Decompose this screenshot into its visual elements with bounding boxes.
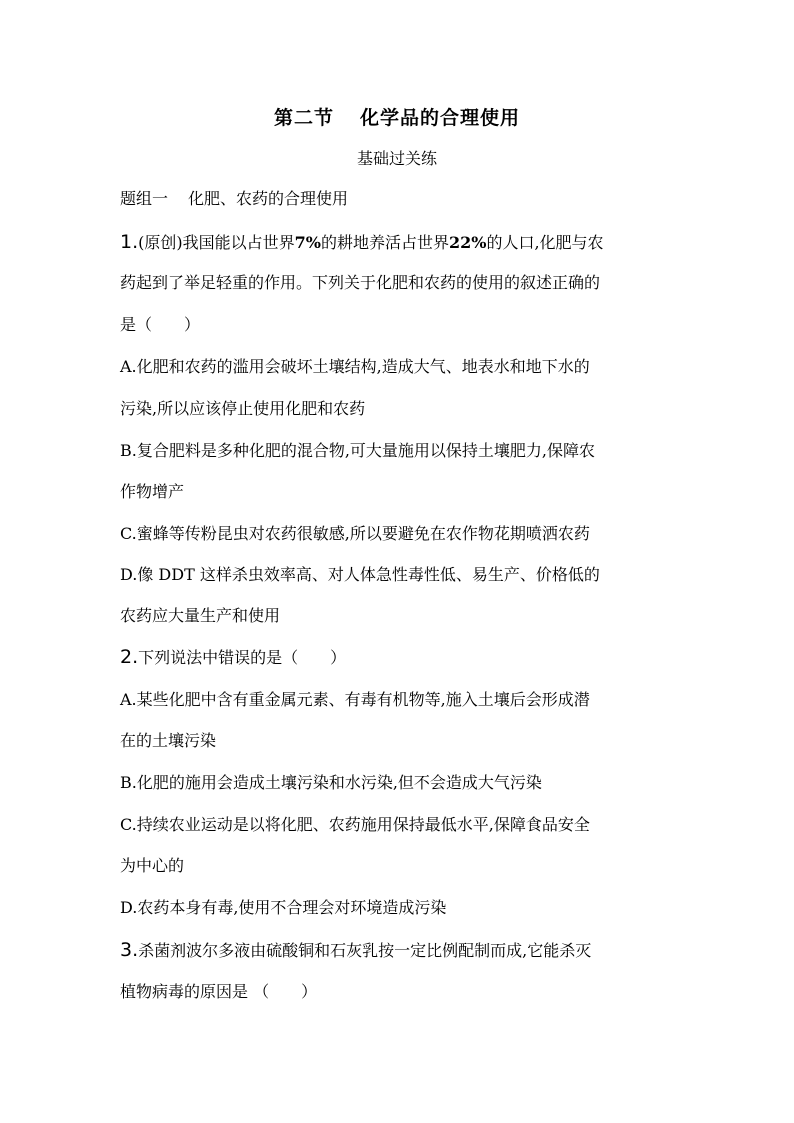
section-heading [120,186,348,209]
question-3-line-2: 植物病毒的原因是 （ ） [120,982,318,1001]
title-section-number: 第二节 [273,107,334,129]
question-2-option-d: D.农药本身有毒,使用不合理会对环境造成污染 [120,898,447,917]
question-2-option-c: C.持续农业运动是以将化肥、农药施用保持最低水平,保障食品安全 [120,815,590,834]
question-2-option-a-cont: 在的土壤污染 [120,731,217,750]
question-1-line-2: 药起到了举足轻重的作用。下列关于化肥和农药的使用的叙述正确的 [120,273,601,292]
question-3-line-1: 3.杀菌剂波尔多液由硫酸铜和石灰乳按一定比例配制而成,它能杀灭 [120,939,592,961]
question-number: 3. [120,939,139,961]
question-1-option-d: D.像 DDT 这样杀虫效率高、对人体急性毒性低、易生产、价格低的 [120,565,600,584]
question-1-option-b-cont: 作物增产 [120,482,185,501]
question-1-option-c: C.蜜蜂等传粉昆虫对农药很敏感,所以要避免在农作物花期喷洒农药 [120,524,590,543]
section-title: 化肥、农药的合理使用 [188,189,349,208]
question-number: 1. [120,231,139,253]
question-number: 2. [120,646,139,668]
question-1-line-1: 1.(原创)我国能以占世界7%的耕地养活占世界22%的人口,化肥与农 [120,231,604,253]
page-title [0,103,794,130]
question-1-option-d-cont: 农药应大量生产和使用 [120,606,281,625]
page-subtitle: 基础过关练 [356,149,437,168]
question-2-option-c-cont: 为中心的 [120,856,185,875]
question-1-line-3: 是（ ） [120,315,201,334]
question-2-option-b: B.化肥的施用会造成土壤污染和水污染,但不会造成大气污染 [120,773,542,792]
section-label: 题组一 [120,189,169,208]
question-2-option-a: A.某些化肥中含有重金属元素、有毒有机物等,施入土壤后会形成潜 [120,690,590,709]
title-topic: 化学品的合理使用 [360,107,521,129]
question-1-option-b: B.复合肥料是多种化肥的混合物,可大量施用以保持土壤肥力,保障农 [120,441,596,460]
question-1-option-a-cont: 污染,所以应该停止使用化肥和农药 [120,399,366,418]
question-2-stem: 2.下列说法中错误的是（ ） [120,646,347,668]
question-1-option-a: A.化肥和农药的滥用会破坏土壤结构,造成大气、地表水和地下水的 [120,357,590,376]
